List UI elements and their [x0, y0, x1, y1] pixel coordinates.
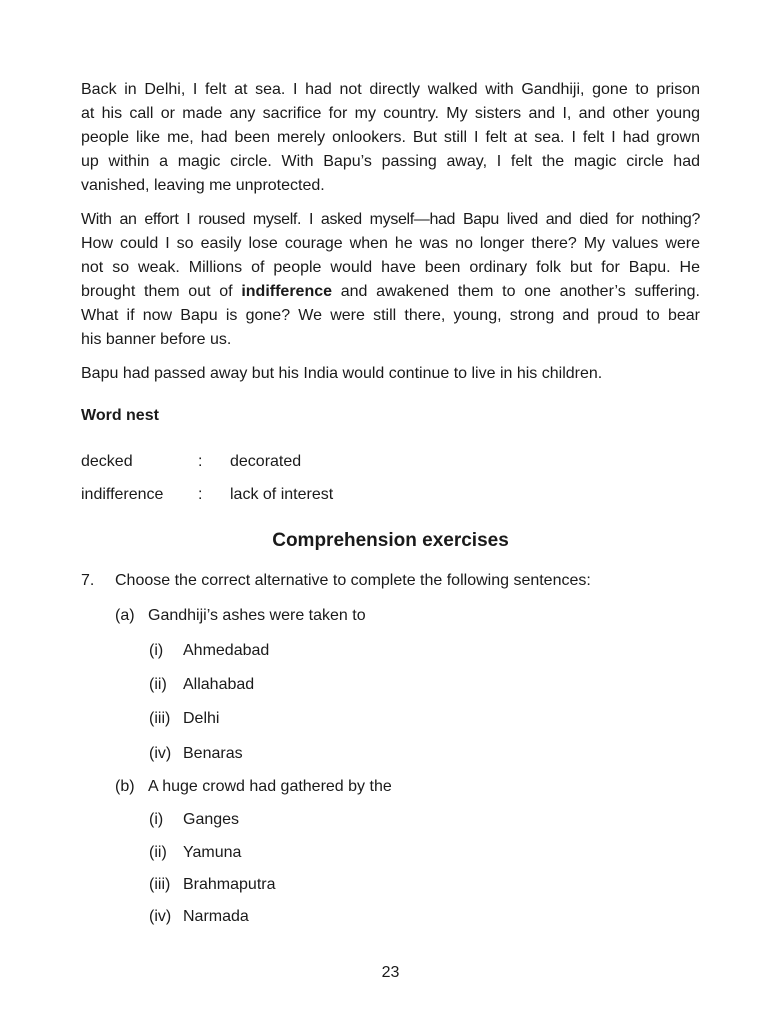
paragraph-line: people like me, had been merely onlookers. But still I felt at sea. I felt I had grown [81, 129, 700, 146]
option-text: Yamuna [183, 844, 242, 861]
question-text: Choose the correct alternative to complete the following sentences: [115, 572, 591, 589]
question-number: 7. [81, 572, 95, 589]
paragraph-line: vanished, leaving me unprotected. [81, 177, 325, 194]
paragraph-line: Bapu had passed away but his India would continue to live in his children. [81, 365, 603, 382]
part-text: Gandhiji’s ashes were taken to [148, 607, 366, 624]
option-label: (iv) [149, 745, 172, 762]
part-text: A huge crowd had gathered by the [148, 778, 392, 795]
option-label: (ii) [149, 676, 167, 693]
option-label: (iii) [149, 876, 171, 893]
paragraph-line: not so weak. Millions of people would have been ordinary folk but for Bapu. He [81, 259, 700, 276]
comprehension-heading: Comprehension exercises [272, 530, 509, 551]
option-text: Brahmaputra [183, 876, 276, 893]
part-label: (a) [115, 607, 135, 624]
paragraph-line [81, 280, 700, 304]
word-nest-term: indifference [81, 486, 164, 503]
paragraph-2 [81, 208, 700, 352]
option-label: (iii) [149, 710, 171, 727]
paragraph-line: How could I so easily lose courage when he was no longer there? My values were [81, 235, 700, 252]
option-label: (iv) [149, 908, 172, 925]
option-text: Benaras [183, 745, 243, 762]
option-label: (i) [149, 642, 164, 659]
paragraph-3 [81, 362, 700, 386]
paragraph-line: up within a magic circle. With Bapu’s passing away, I felt the magic circle had [81, 153, 700, 170]
text-run: brought them out of [81, 283, 242, 300]
word-nest-heading: Word nest [81, 407, 159, 424]
paragraph-1 [81, 78, 700, 198]
page-number: 23 [381, 964, 400, 981]
option-text: Ahmedabad [183, 642, 270, 659]
highlighted-word: indifference [241, 283, 333, 300]
option-text: Delhi [183, 710, 220, 727]
option-text: Narmada [183, 908, 249, 925]
word-nest-term: decked [81, 453, 133, 470]
text-run: and awakened them to one another’s suffering. [332, 283, 700, 300]
paragraph-line: Back in Delhi, I felt at sea. I had not directly walked with Gandhiji, gone to prison [81, 81, 700, 98]
paragraph-line: at his call or made any sacrifice for my country. My sisters and I, and other young [81, 105, 700, 122]
paragraph-line: What if now Bapu is gone? We were still there, young, strong and proud to bear [81, 307, 700, 324]
word-nest-definition: lack of interest [230, 486, 334, 503]
word-nest-colon: : [198, 486, 203, 503]
option-text: Ganges [183, 811, 240, 828]
word-nest-definition: decorated [230, 453, 302, 470]
part-label: (b) [115, 778, 135, 795]
paragraph-line: With an effort I roused myself. I asked myself—had Bapu lived and died for nothing? [81, 211, 700, 228]
option-text: Allahabad [183, 676, 255, 693]
word-nest-colon: : [198, 453, 203, 470]
option-label: (i) [149, 811, 164, 828]
paragraph-line: his banner before us. [81, 331, 232, 348]
option-label: (ii) [149, 844, 167, 861]
